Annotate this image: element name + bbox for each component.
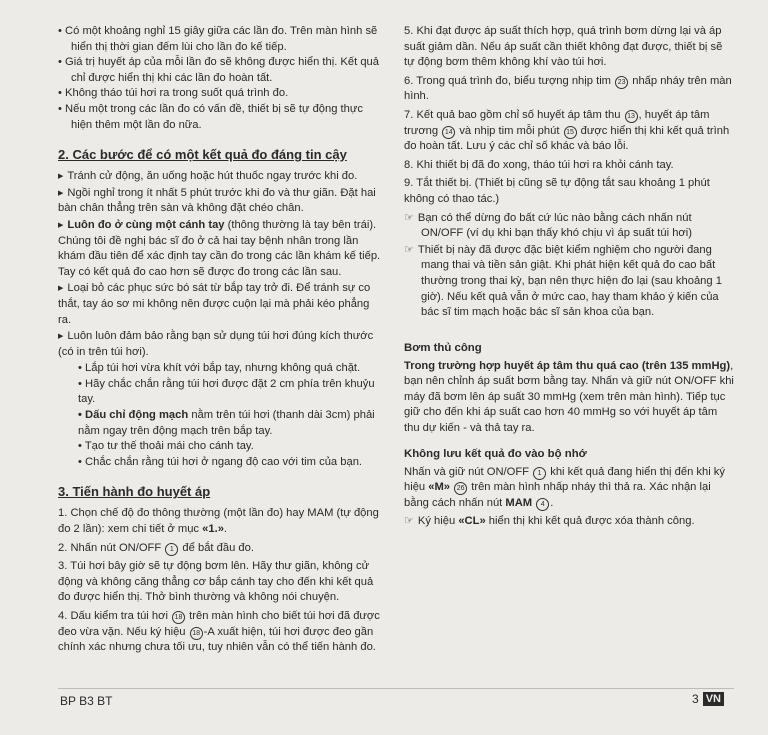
no-save-text: Nhấn và giữ nút ON/OFF 1 khi kết quả đang hiển thị đến khi ký hiệu «M» 26 trên màn hình nhấp nháy thì thả ra. Xác nhận lại bằng cách nhấn nút MAM 4 . (404, 465, 725, 509)
callout-number: 18 (190, 627, 203, 640)
intro-bullet: • Giá trị huyết áp của mỗi lần đo sẽ không được hiển thị. Kết quả chỉ được hiển thị khi các lần đo hoàn tất. (58, 56, 379, 84)
tip-item: ▶ Ngồi nghỉ trong ít nhất 5 phút trước khi đo và thư giãn. Đặt hai bàn chân thẳng trên sàn và không đặt chéo chân. (58, 186, 384, 217)
manual-pump-title: Bơm thủ công (404, 341, 482, 354)
callout-number: 15 (564, 126, 577, 139)
callout-number: 14 (442, 126, 455, 139)
callout-number: 13 (625, 110, 638, 123)
intro-bullet: • Nếu một trong các lần đo có vấn đề, thiết bị sẽ tự động thực hiện thêm một lần đo nữa. (58, 102, 363, 131)
cuff-sub-item: • Chắc chắn rằng túi hơi ở ngang độ cao với tim của bạn. (78, 455, 363, 468)
callout-number: 18 (172, 611, 185, 624)
cuff-sub-item: • Lắp túi hơi vừa khít với bắp tay, nhưng không quá chặt. (78, 362, 361, 375)
language-badge: VN (703, 692, 724, 706)
tip-item: ▶ Luôn luôn đảm bảo rằng bạn sử dụng túi hơi đúng kích thước (có in trên túi hơi). (58, 329, 384, 360)
step-3: 3. Túi hơi bây giờ sẽ tự động bơm lên. Hãy thư giãn, không cử động và không căng thẳng cơ bắp cánh tay cho đến khi kết quả đo được hiển thị. Thở bình thường và không nói chuyện. (58, 560, 374, 604)
cuff-sub-item: • Tạo tư thế thoải mái cho cánh tay. (78, 440, 254, 453)
step-7: 7. Kết quả bao gồm chỉ số huyết áp tâm thu 13 , huyết áp tâm trương 14 và nhịp tim mỗi phút 15 được hiển thị khi kết quả trình đo hoàn tất. Lưu ý các chỉ số khác và báo lỗi. (404, 108, 730, 153)
footer-page (692, 692, 724, 706)
section-3-title: 3. Tiến hành đo huyết áp (58, 484, 211, 500)
no-save-title: Không lưu kết quả đo vào bộ nhớ (404, 447, 587, 460)
note-pregnancy: ☞ Thiết bị này đã được đặc biệt kiểm nghiệm cho người đang mang thai và tiền sản giật. Khi phát hiện kết quả đo cao bất thường trong thai kỳ, bạn nên thực hiện đo lại (sau khoảng 1 giờ). Nếu kết quả vẫn ở mức cao, hay tham khảo ý kiến của bác sĩ tim mạch hoặc bác sĩ sản khoa của bạn. (404, 243, 734, 321)
tip-item: ▶ Tránh cử động, ăn uống hoặc hút thuốc ngay trước khi đo. (58, 169, 384, 185)
step-4: 4. Dấu kiểm tra túi hơi 18 trên màn hình cho biết túi hơi đã được đeo vừa vặn. Nếu ký hiệu 18 -A xuất hiện, túi hơi được đeo gần chính xác nhưng chưa tối ưu, tuy nhiên vẫn có thể tiến hành đo. (58, 610, 380, 654)
tip-item: ▶ Loại bỏ các phục sức bó sát từ bắp tay trở đi. Để tránh sự co thắt, tay áo sơ mi không nên được cuộn lại mà phải kéo phẳng ra. (58, 281, 384, 328)
callout-number: 1 (533, 467, 546, 480)
intro-bullet: • Không tháo túi hơi ra trong suốt quá trình đo. (58, 87, 289, 100)
callout-number: 1 (165, 543, 178, 556)
left-column (58, 24, 384, 659)
tip-item: ▶ Luôn đo ở cùng một cánh tay (thông thường là tay bên trái). Chúng tôi đề nghị bác sĩ đo ở cả hai tay bệnh nhân trong lần khám đầu tiên để xác định tay cần đo trong các lần khám kế tiếp. Tay có kết quả đo cao hơn sẽ được đo trong các lần sau. (58, 218, 384, 280)
cuff-sub-item: • Dấu chỉ động mạch nằm trên túi hơi (thanh dài 3cm) phải nằm ngay trên động mạch trên bắp tay. (78, 409, 375, 437)
section-2-title: 2. Các bước để có một kết quả đo đáng tin cậy (58, 147, 347, 163)
note-cl: ☞ Ký hiệu «CL» hiển thị khi kết quả được xóa thành công. (404, 514, 734, 530)
note-stop: ☞ Bạn có thể dừng đo bất cứ lúc nào bằng cách nhấn nút ON/OFF (ví dụ khi bạn thấy khó chịu vì áp suất túi hơi) (404, 211, 734, 242)
callout-number: 4 (536, 498, 549, 511)
footer-model: BP B3 BT (60, 694, 113, 708)
step-2: 2. Nhấn nút ON/OFF 1 để bắt đầu đo. (58, 541, 254, 554)
step-8: 8. Khi thiết bị đã đo xong, tháo túi hơi ra khỏi cánh tay. (404, 158, 674, 171)
page-number: 3 (692, 692, 699, 706)
right-column (404, 24, 734, 531)
cuff-sub-item: • Hãy chắc chắn rằng túi hơi được đặt 2 cm phía trên khuỷu tay. (78, 377, 375, 406)
step-6: 6. Trong quá trình đo, biểu tượng nhịp tim 23 nhấp nháy trên màn hình. (404, 74, 732, 103)
callout-number: 26 (454, 482, 467, 495)
callout-number: 23 (615, 76, 628, 89)
footer-divider (58, 688, 734, 689)
step-5: 5. Khi đạt được áp suất thích hợp, quá trình bơm dừng lại và áp suất giảm dần. Nếu áp suất cần thiết không đạt được, thiết bị sẽ tự động bơm thêm không khí vào túi hơi. (404, 25, 723, 69)
step-1: 1. Chọn chế độ đo thông thường (một lần đo) hay MAM (tự động đo 2 lần): xem chi tiết ở mục «1.». (58, 507, 379, 536)
intro-bullet: • Có một khoảng nghỉ 15 giây giữa các lần đo. Trên màn hình sẽ hiển thị thời gian đếm lùi cho lần đo kế tiếp. (58, 25, 378, 53)
manual-pump-text: Trong trường hợp huyết áp tâm thu quá cao (trên 135 mmHg), bạn nên chỉnh áp suất bơm bằng tay. Nhấn và giữ nút ON/OFF khi máy đã bơm lên áp suất 30 mmHg (xem trên màn hình). Tiếp tục giữ cho đến khi áp suất cao hơn 40 mmHg so với huyết áp tâm thu dự kiến - và thả tay ra. (404, 359, 734, 435)
step-9: 9. Tắt thiết bị. (Thiết bị cũng sẽ tự động tắt sau khoảng 1 phút không có thao tác.) (404, 177, 710, 205)
